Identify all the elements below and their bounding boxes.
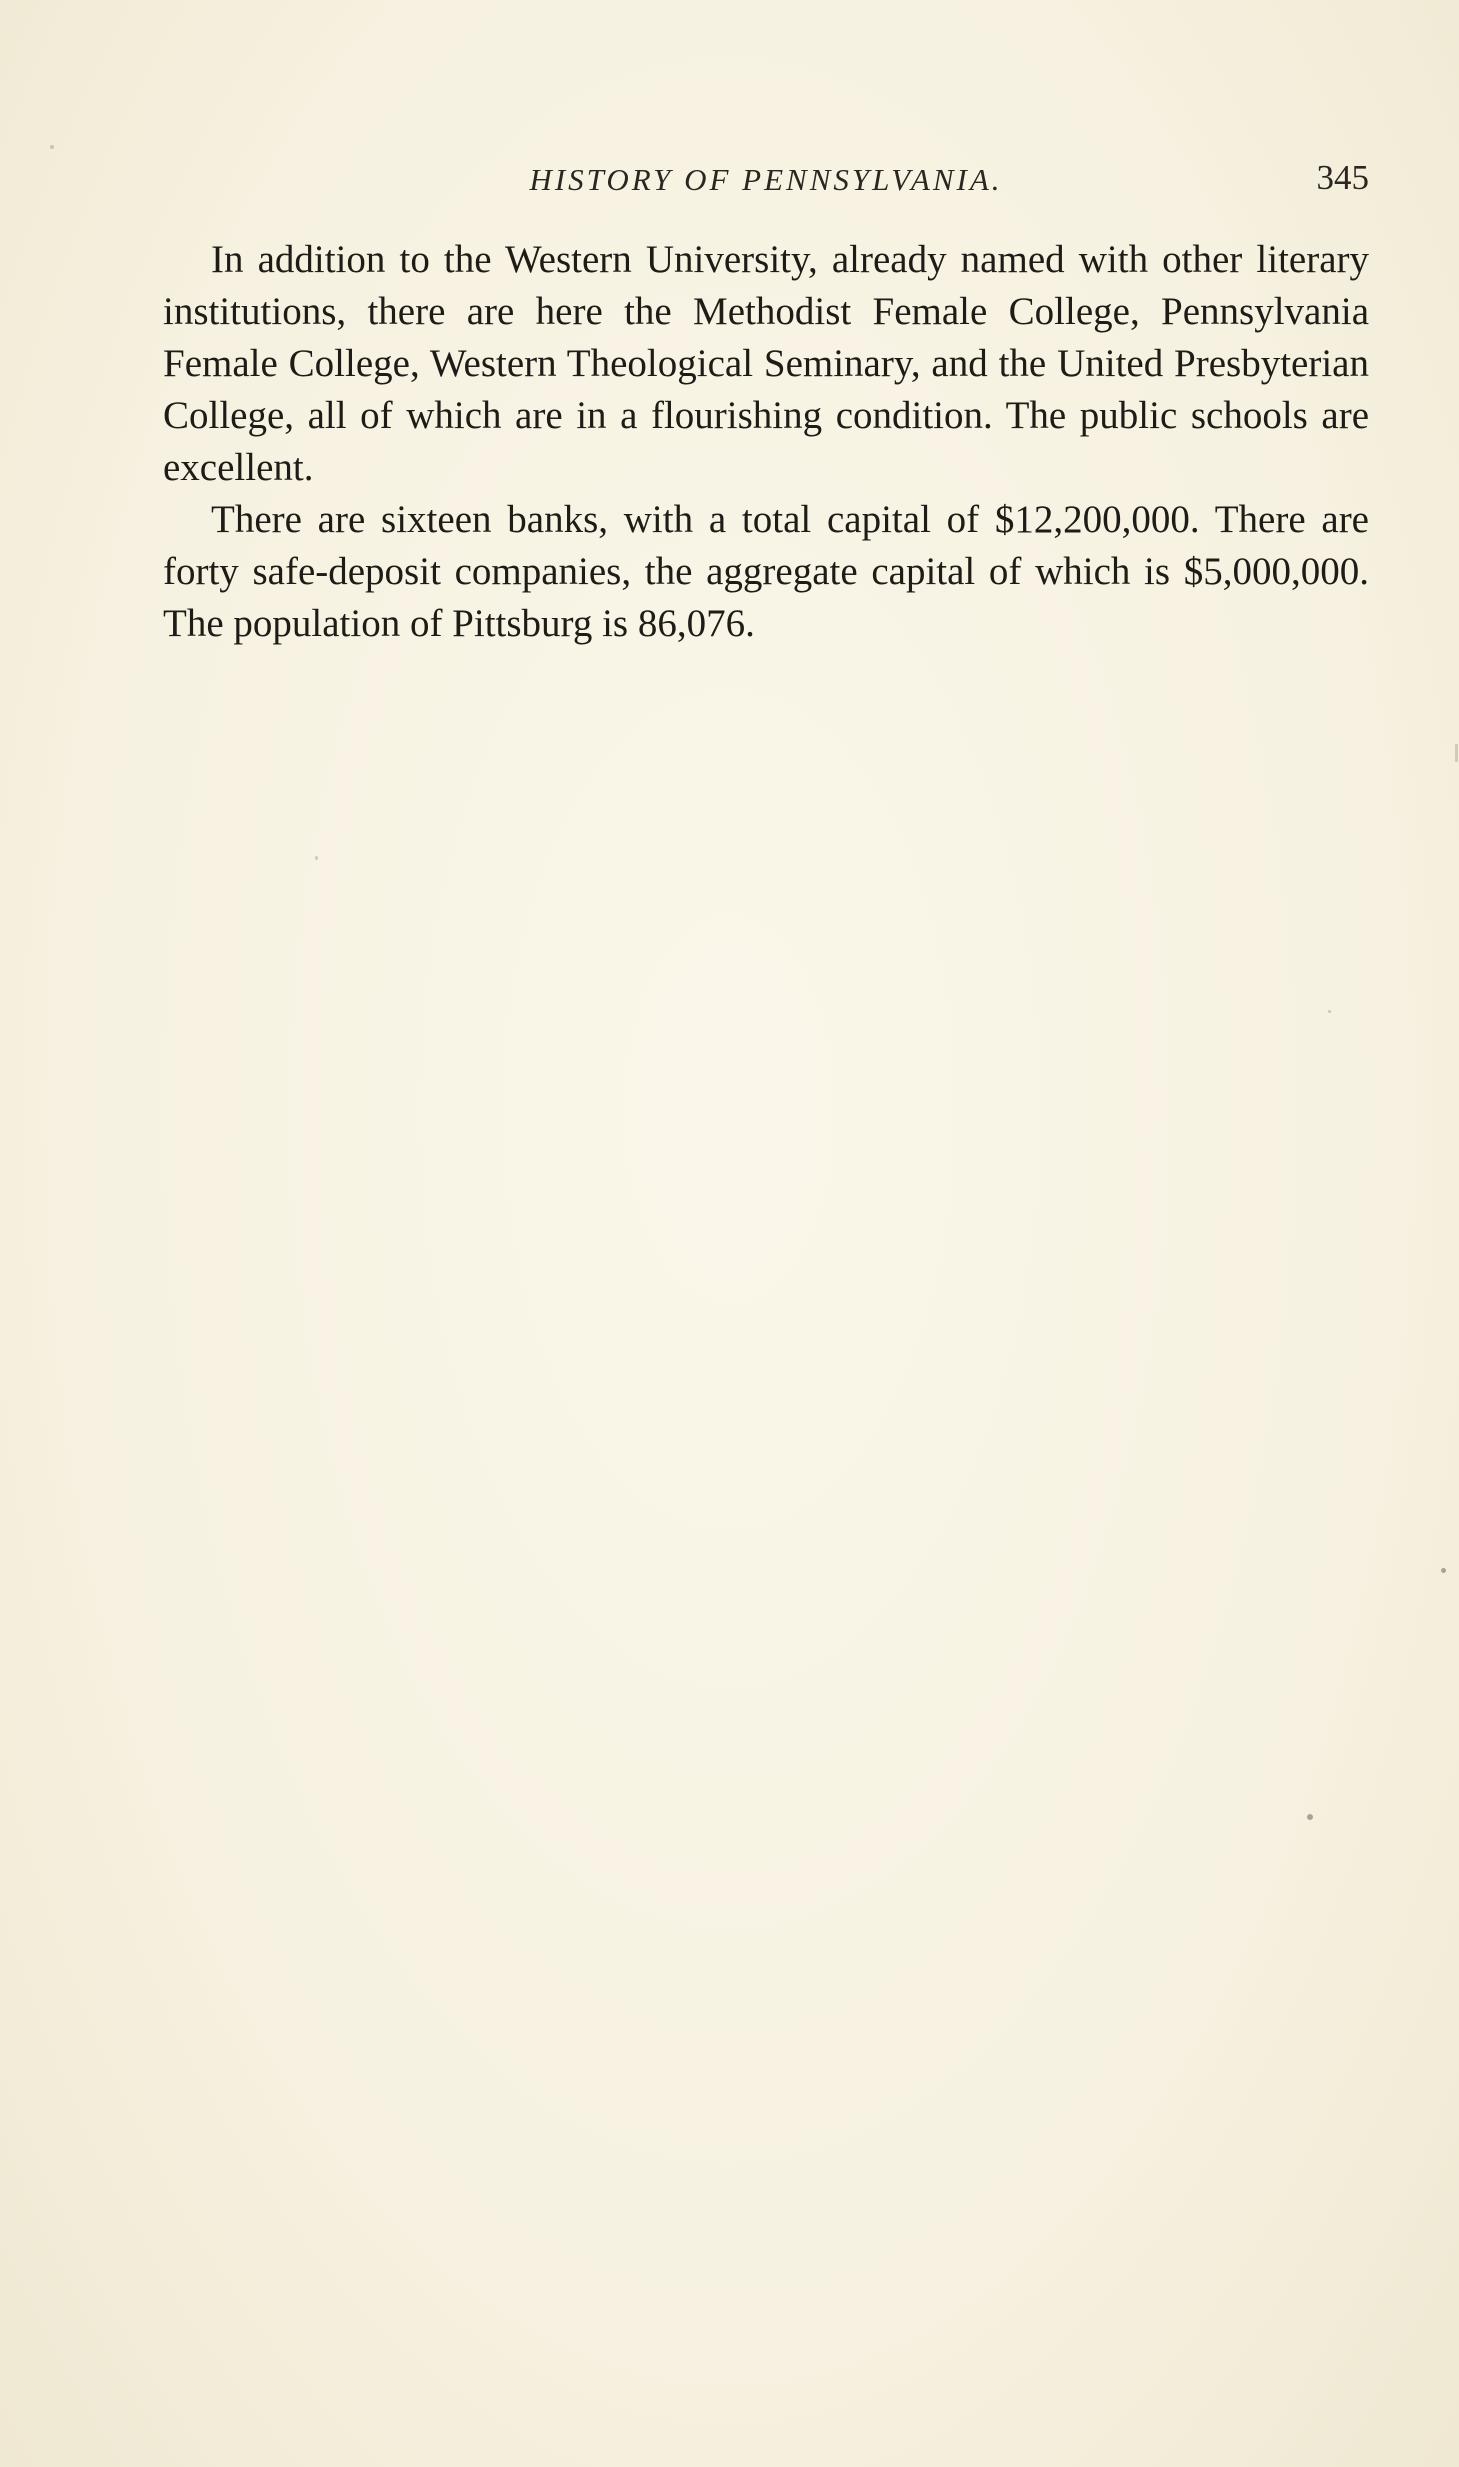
paper-speck: [1328, 1010, 1331, 1013]
paragraph: There are sixteen banks, with a total capital of $12,200,000. There are forty safe-deposit companies, the aggregate capital of which is $5,000,000. The population of Pittsburg is 86,076.: [163, 498, 1369, 645]
paper-speck: [50, 145, 54, 149]
paper-speck: [315, 856, 318, 860]
paper-speck: [1441, 1568, 1446, 1573]
edge-mark: [1455, 744, 1458, 762]
running-title: HISTORY OF PENNSYLVANIA.: [529, 162, 1003, 197]
paragraph: In addition to the Western University, already named with other literary institutions, there are here the Methodist Female College, Pennsylvania Female College, Western Theological Seminary, and the United Presbyterian College, all of which are in a flourishing condition. The public schools are excellent.: [163, 238, 1369, 489]
page-number: 345: [1316, 158, 1369, 197]
body-text: [163, 234, 1369, 650]
running-header: [163, 150, 1369, 214]
paper-speck: [1307, 1814, 1313, 1820]
